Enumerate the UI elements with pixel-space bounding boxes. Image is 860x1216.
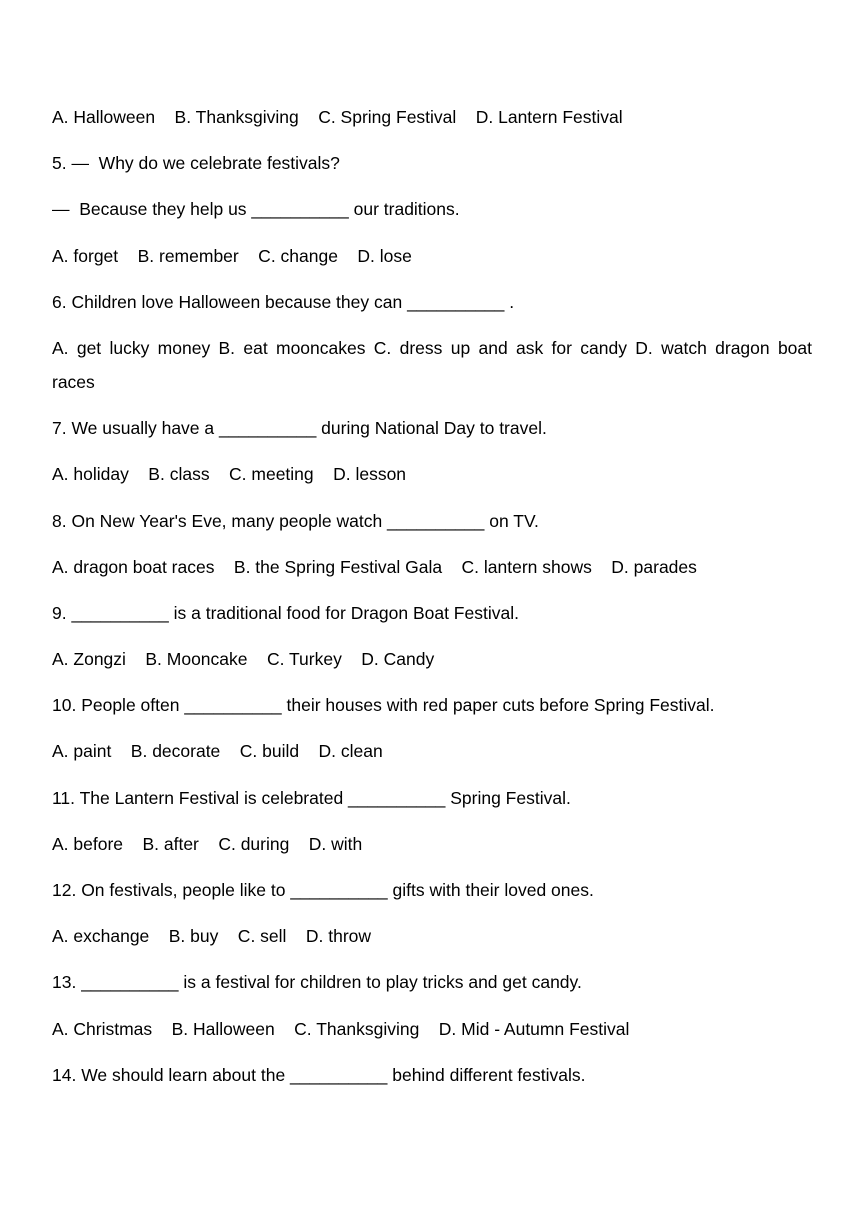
q10-question: 10. People often __________ their houses with red paper cuts before Spring Festival.: [52, 695, 715, 716]
q7-question: 7. We usually have a __________ during National Day to travel.: [52, 418, 547, 439]
q5-answer-line: — Because they help us __________ our traditions.: [52, 199, 460, 220]
q8-question: 8. On New Year's Eve, many people watch __________ on TV.: [52, 510, 539, 531]
q6-options: A. get lucky money B. eat mooncakes C. dress up and ask for candy D. watch dragon boat races: [52, 337, 812, 392]
worksheet-page: [52, 100, 812, 1104]
q5-options: A. forget B. remember C. change D. lose: [52, 245, 412, 266]
q9-question: 9. __________ is a traditional food for Dragon Boat Festival.: [52, 602, 519, 623]
q10-options: A. paint B. decorate C. build D. clean: [52, 741, 383, 762]
q4-options: A. Halloween B. Thanksgiving C. Spring Festival D. Lantern Festival: [52, 107, 623, 127]
q12-options: A. exchange B. buy C. sell D. throw: [52, 926, 372, 947]
q9-options: A. Zongzi B. Mooncake C. Turkey D. Candy: [52, 649, 435, 670]
q7-options: A. holiday B. class C. meeting D. lesson: [52, 464, 407, 485]
q14-question: 14. We should learn about the __________ behind different festivals.: [52, 1064, 586, 1085]
q13-question: 13. __________ is a festival for children to play tricks and get candy.: [52, 972, 582, 993]
q13-options: A. Christmas B. Halloween C. Thanksgiving D. Mid - Autumn Festival: [52, 1018, 630, 1039]
q12-question: 12. On festivals, people like to __________ gifts with their loved ones.: [52, 880, 594, 900]
q6-question: 6. Children love Halloween because they can __________ .: [52, 291, 515, 312]
q8-options: A. dragon boat races B. the Spring Festival Gala C. lantern shows D. parades: [52, 556, 697, 577]
q5-question: 5. — Why do we celebrate festivals?: [52, 153, 340, 174]
q11-question: 11. The Lantern Festival is celebrated __________ Spring Festival.: [52, 787, 571, 808]
q11-options: A. before B. after C. during D. with: [52, 833, 363, 854]
